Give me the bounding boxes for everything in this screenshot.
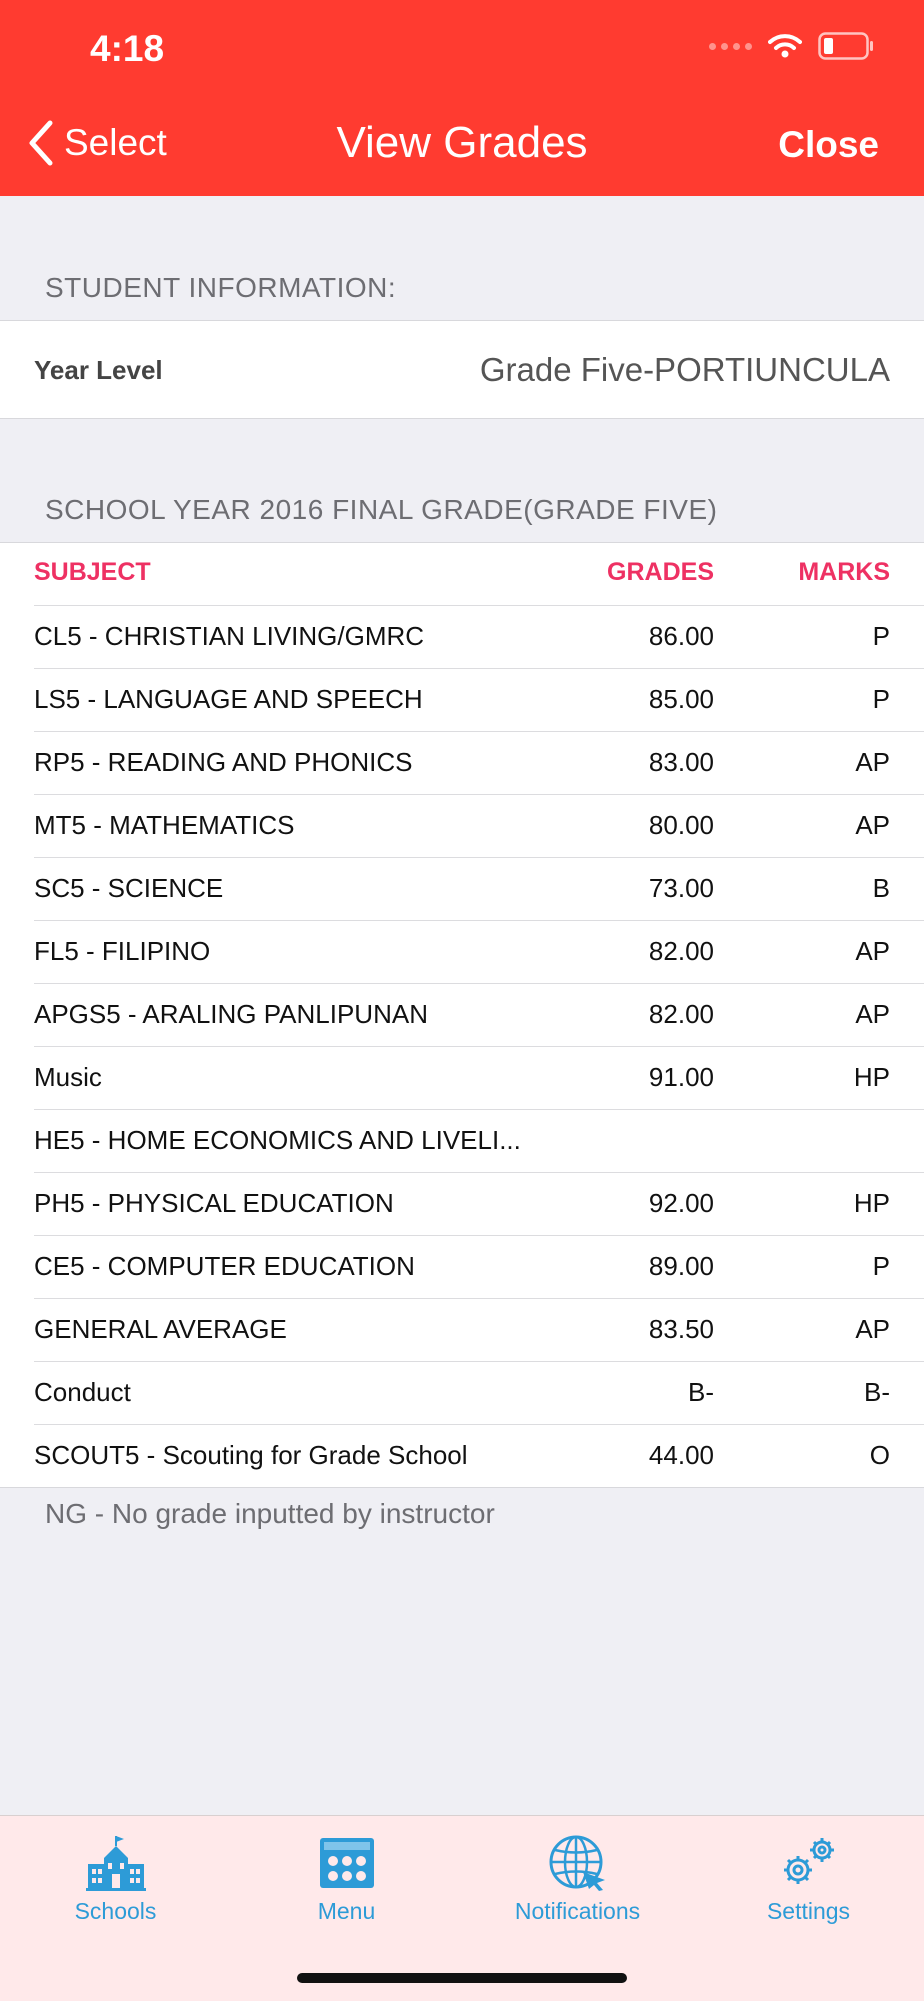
- mark-cell: AP: [855, 999, 890, 1029]
- mark-cell: AP: [855, 810, 890, 840]
- grade-cell: 83.50: [648, 1314, 714, 1344]
- grade-cell: 86.00: [648, 621, 714, 651]
- subject-cell: Conduct: [34, 1377, 131, 1407]
- close-button[interactable]: Close: [778, 124, 879, 165]
- tab-schools-label: Schools: [74, 1898, 157, 1924]
- year-level-label: Year Level: [34, 355, 163, 385]
- subject-cell: HE5 - HOME ECONOMICS AND LIVELI...: [34, 1125, 521, 1155]
- tab-schools[interactable]: [0, 1834, 231, 1925]
- table-row: [34, 1236, 924, 1299]
- year-level-row: [0, 320, 924, 419]
- grade-cell: 82.00: [648, 936, 714, 966]
- table-row: [34, 1362, 924, 1425]
- table-row: [34, 732, 924, 795]
- grades-column-header: GRADES: [607, 558, 714, 586]
- tab-settings-label: Settings: [766, 1898, 851, 1924]
- subject-cell: GENERAL AVERAGE: [34, 1314, 287, 1344]
- marks-column-header: MARKS: [798, 558, 890, 586]
- tab-settings[interactable]: [693, 1834, 924, 1925]
- wifi-icon: [768, 33, 802, 59]
- mark-cell: P: [872, 1251, 890, 1281]
- no-grade-footnote: NG - No grade inputted by instructor: [45, 1498, 495, 1529]
- table-row: [34, 1047, 924, 1110]
- subject-cell: LS5 - LANGUAGE AND SPEECH: [34, 684, 423, 714]
- table-row: [34, 1425, 924, 1487]
- signal-icon: [709, 43, 752, 50]
- tab-menu[interactable]: [231, 1834, 462, 1925]
- subject-cell: MT5 - MATHEMATICS: [34, 810, 295, 840]
- subject-cell: APGS5 - ARALING PANLIPUNAN: [34, 999, 428, 1029]
- tab-notifications[interactable]: [462, 1834, 693, 1925]
- status-indicators: [709, 32, 874, 60]
- year-level-value: Grade Five-PORTIUNCULA: [479, 351, 890, 388]
- grade-cell: 73.00: [648, 873, 714, 903]
- school-icon: [84, 1834, 148, 1892]
- grades-section-title: SCHOOL YEAR 2016 FINAL GRADE(GRADE FIVE): [45, 494, 718, 525]
- grade-cell: 89.00: [648, 1251, 714, 1281]
- page-title: View Grades: [336, 118, 588, 167]
- student-info-section-title: STUDENT INFORMATION:: [45, 272, 397, 303]
- table-row: [34, 858, 924, 921]
- subject-cell: RP5 - READING AND PHONICS: [34, 747, 413, 777]
- gears-icon: [776, 1834, 842, 1892]
- mark-cell: HP: [853, 1062, 890, 1092]
- grade-cell: 85.00: [648, 684, 714, 714]
- table-row: [34, 984, 924, 1047]
- back-button-label: Select: [64, 122, 167, 163]
- grade-cell: 80.00: [648, 810, 714, 840]
- mark-cell: P: [872, 684, 890, 714]
- subject-cell: FL5 - FILIPINO: [34, 936, 211, 966]
- grade-cell: 83.00: [648, 747, 714, 777]
- table-row: [34, 669, 924, 732]
- subject-cell: Music: [34, 1062, 102, 1092]
- grade-cell: B-: [688, 1377, 714, 1407]
- mark-cell: B: [872, 873, 890, 903]
- table-row: [34, 1299, 924, 1362]
- menu-grid-icon: [318, 1834, 376, 1892]
- subject-cell: PH5 - PHYSICAL EDUCATION: [34, 1188, 394, 1218]
- subject-cell: SCOUT5 - Scouting for Grade School: [34, 1440, 468, 1470]
- home-indicator: [297, 1973, 627, 1983]
- grade-cell: 44.00: [648, 1440, 714, 1470]
- nav-header: [0, 0, 924, 196]
- status-time: 4:18: [90, 28, 165, 69]
- mark-cell: AP: [855, 747, 890, 777]
- subject-cell: CE5 - COMPUTER EDUCATION: [34, 1251, 415, 1281]
- table-row: [34, 795, 924, 858]
- grades-table: [0, 542, 924, 1488]
- mark-cell: O: [869, 1440, 890, 1470]
- tab-menu-label: Menu: [317, 1898, 376, 1924]
- subject-cell: CL5 - CHRISTIAN LIVING/GMRC: [34, 621, 425, 651]
- mark-cell: AP: [855, 1314, 890, 1344]
- table-row: [34, 1110, 924, 1173]
- mark-cell: B-: [864, 1377, 890, 1407]
- globe-icon: [547, 1834, 609, 1892]
- grade-cell: 91.00: [648, 1062, 714, 1092]
- subject-column-header: SUBJECT: [34, 558, 151, 586]
- mark-cell: AP: [855, 936, 890, 966]
- grades-table-header: [34, 543, 924, 606]
- table-row: [34, 606, 924, 669]
- mark-cell: HP: [853, 1188, 890, 1218]
- table-row: [34, 921, 924, 984]
- table-row: [34, 1173, 924, 1236]
- subject-cell: SC5 - SCIENCE: [34, 873, 224, 903]
- grade-cell: 92.00: [648, 1188, 714, 1218]
- tab-notifications-label: Notifications: [514, 1898, 641, 1924]
- grade-cell: 82.00: [648, 999, 714, 1029]
- battery-icon: [818, 32, 874, 60]
- mark-cell: P: [872, 621, 890, 651]
